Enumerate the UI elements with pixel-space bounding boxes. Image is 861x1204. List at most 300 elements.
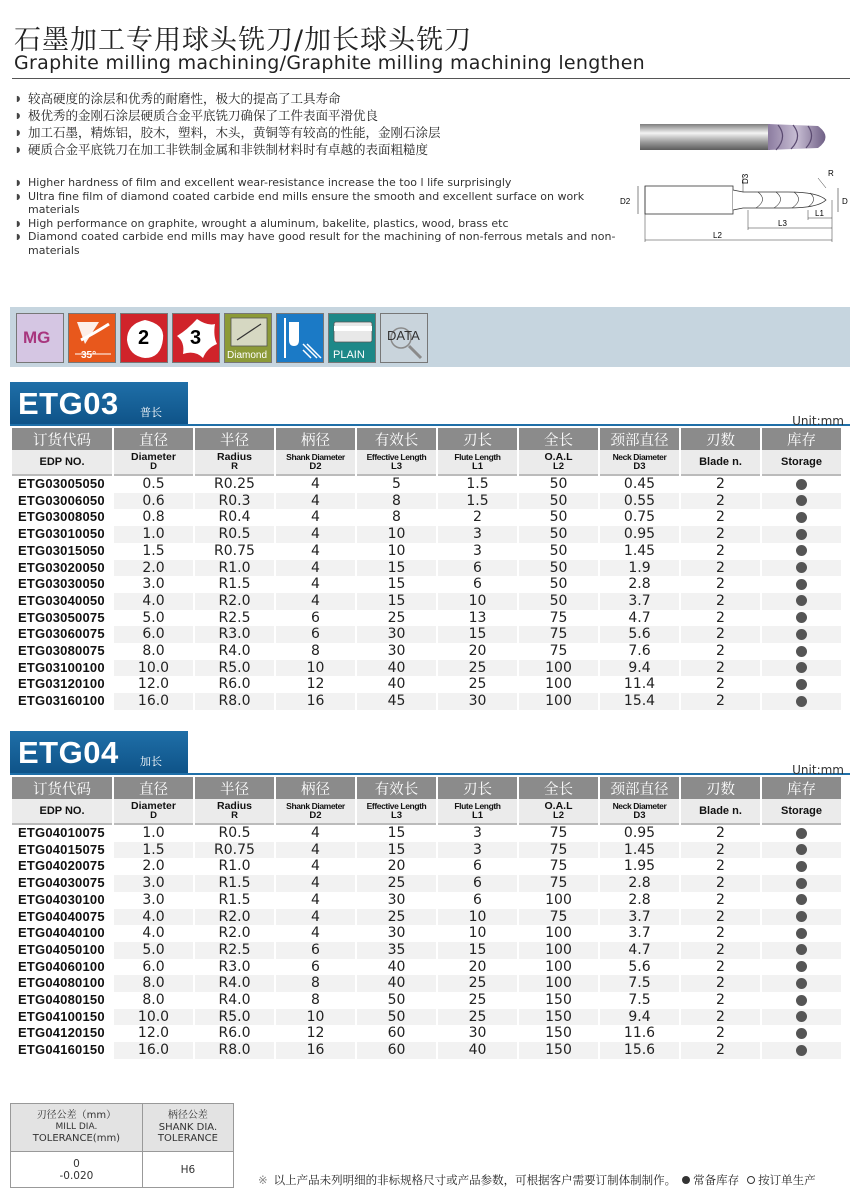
column-header-cn: 订货代码 bbox=[12, 777, 112, 799]
column-header-en bbox=[276, 450, 355, 476]
column-header-en-symbol: L3 bbox=[390, 461, 403, 472]
column-header-cn: 订货代码 bbox=[12, 428, 112, 450]
column-header-en-label: Shank Diameter bbox=[286, 452, 345, 462]
column-header-en bbox=[438, 799, 517, 825]
value-cell: R0.5 bbox=[195, 526, 274, 543]
column-header-en-symbol: L2 bbox=[552, 810, 565, 821]
value-cell: 40 bbox=[357, 975, 436, 992]
value-cell: 15.4 bbox=[600, 693, 679, 710]
value-cell: 0.55 bbox=[600, 493, 679, 510]
table-row bbox=[12, 909, 841, 926]
edp-cell: ETG04080100 bbox=[12, 975, 112, 992]
in-stock-dot-icon bbox=[796, 844, 807, 855]
table-row bbox=[12, 643, 841, 660]
features-list-cn bbox=[16, 90, 616, 158]
in-stock-dot-icon bbox=[796, 928, 807, 939]
value-cell: 25 bbox=[438, 975, 517, 992]
value-cell: 16 bbox=[276, 693, 355, 710]
storage-cell bbox=[762, 576, 841, 593]
value-cell: 30 bbox=[357, 626, 436, 643]
diamond-coating-icon: Diamond bbox=[224, 313, 272, 363]
column-header-en: EDP NO. bbox=[12, 450, 112, 476]
value-cell: 2 bbox=[681, 543, 760, 560]
column-header-en-symbol: D3 bbox=[633, 461, 646, 472]
value-cell: 3.0 bbox=[114, 576, 193, 593]
in-stock-dot-icon bbox=[796, 479, 807, 490]
column-header-cn: 半径 bbox=[195, 777, 274, 799]
value-cell: 50 bbox=[519, 493, 598, 510]
storage-cell bbox=[762, 526, 841, 543]
storage-cell bbox=[762, 610, 841, 627]
value-cell: 10 bbox=[357, 526, 436, 543]
column-header-en-label: Effective Length bbox=[366, 801, 427, 811]
column-header-en-label: Effective Length bbox=[366, 452, 427, 462]
value-cell: 12 bbox=[276, 676, 355, 693]
column-header-en-symbol: D bbox=[150, 810, 157, 821]
unit-label: Unit:mm bbox=[792, 414, 844, 428]
value-cell: 25 bbox=[438, 1009, 517, 1026]
value-cell: 15.6 bbox=[600, 1042, 679, 1059]
storage-cell bbox=[762, 1009, 841, 1026]
value-cell: R0.25 bbox=[195, 476, 274, 493]
value-cell: 4 bbox=[276, 476, 355, 493]
series-subtitle: 加长 bbox=[140, 755, 162, 768]
label-l1: L1 bbox=[815, 209, 824, 218]
value-cell: 7.6 bbox=[600, 643, 679, 660]
value-cell: 150 bbox=[519, 1025, 598, 1042]
value-cell: 4 bbox=[276, 593, 355, 610]
edp-cell: ETG04050100 bbox=[12, 942, 112, 959]
column-header-en-symbol: D2 bbox=[309, 810, 322, 821]
value-cell: 2 bbox=[681, 942, 760, 959]
value-cell: 0.75 bbox=[600, 509, 679, 526]
value-cell: 75 bbox=[519, 909, 598, 926]
label-l3: L3 bbox=[778, 219, 787, 228]
value-cell: 20 bbox=[357, 858, 436, 875]
value-cell: 8 bbox=[357, 493, 436, 510]
bullet-icon: ◗ bbox=[16, 218, 21, 228]
value-cell: 30 bbox=[357, 643, 436, 660]
column-header-en bbox=[114, 450, 193, 476]
edp-cell: ETG03050075 bbox=[12, 610, 112, 627]
value-cell: 2.0 bbox=[114, 858, 193, 875]
value-cell: R2.0 bbox=[195, 909, 274, 926]
label-l2: L2 bbox=[713, 231, 722, 240]
column-header-cn: 柄径 bbox=[276, 777, 355, 799]
column-header-cn: 有效长 bbox=[357, 428, 436, 450]
value-cell: 1.9 bbox=[600, 560, 679, 577]
plain-shank-icon: PLAIN bbox=[328, 313, 376, 363]
value-cell: 10.0 bbox=[114, 1009, 193, 1026]
value-cell: 4.7 bbox=[600, 942, 679, 959]
bullet-icon: ◗ bbox=[16, 145, 21, 154]
value-cell: 30 bbox=[357, 892, 436, 909]
column-header-en-label: Shank Diameter bbox=[286, 801, 345, 811]
order-legend-label: 按订单生产 bbox=[758, 1173, 816, 1187]
value-cell: 4 bbox=[276, 925, 355, 942]
value-cell: 16.0 bbox=[114, 693, 193, 710]
value-cell: 25 bbox=[357, 875, 436, 892]
value-cell: 10 bbox=[438, 909, 517, 926]
page-title-en: Graphite milling machining/Graphite milling machining lengthen bbox=[14, 52, 646, 74]
value-cell: 5.0 bbox=[114, 942, 193, 959]
value-cell: R4.0 bbox=[195, 643, 274, 660]
value-cell: 35 bbox=[357, 942, 436, 959]
storage-cell bbox=[762, 643, 841, 660]
value-cell: 60 bbox=[357, 1025, 436, 1042]
value-cell: 50 bbox=[357, 1009, 436, 1026]
shank-dia-tolerance-header: 柄径公差 SHANK DIA. TOLERANCE bbox=[142, 1104, 233, 1152]
edp-cell: ETG04030075 bbox=[12, 875, 112, 892]
table-row bbox=[12, 1042, 841, 1059]
storage-cell bbox=[762, 975, 841, 992]
value-cell: R1.5 bbox=[195, 875, 274, 892]
in-stock-dot-icon bbox=[796, 878, 807, 889]
value-cell: 75 bbox=[519, 875, 598, 892]
spec-table-etg03 bbox=[10, 428, 843, 710]
column-header-en-symbol: D2 bbox=[309, 461, 322, 472]
column-header-cn: 直径 bbox=[114, 777, 193, 799]
series-tab bbox=[10, 382, 188, 426]
column-header-en-symbol: L1 bbox=[471, 461, 484, 472]
storage-cell bbox=[762, 892, 841, 909]
value-cell: 10 bbox=[357, 543, 436, 560]
value-cell: 3.0 bbox=[114, 875, 193, 892]
value-cell: 3 bbox=[438, 526, 517, 543]
column-header-en-label: Diameter bbox=[131, 800, 176, 812]
value-cell: 2 bbox=[681, 526, 760, 543]
in-stock-dot-icon bbox=[796, 579, 807, 590]
edp-cell: ETG04060100 bbox=[12, 959, 112, 976]
in-stock-dot-icon bbox=[796, 978, 807, 989]
value-cell: 16.0 bbox=[114, 1042, 193, 1059]
in-stock-dot-icon bbox=[796, 595, 807, 606]
value-cell: 2 bbox=[681, 1042, 760, 1059]
value-cell: 100 bbox=[519, 925, 598, 942]
value-cell: 4 bbox=[276, 543, 355, 560]
table-row bbox=[12, 593, 841, 610]
value-cell: 50 bbox=[357, 992, 436, 1009]
value-cell: R8.0 bbox=[195, 693, 274, 710]
value-cell: 5 bbox=[357, 476, 436, 493]
value-cell: 50 bbox=[519, 576, 598, 593]
storage-cell bbox=[762, 1042, 841, 1059]
table-row bbox=[12, 1009, 841, 1026]
value-cell: 10 bbox=[276, 660, 355, 677]
value-cell: 25 bbox=[438, 660, 517, 677]
column-header-cn: 刃数 bbox=[681, 428, 760, 450]
value-cell: 150 bbox=[519, 992, 598, 1009]
edp-cell: ETG04040100 bbox=[12, 925, 112, 942]
value-cell: 12.0 bbox=[114, 1025, 193, 1042]
value-cell: 8.0 bbox=[114, 643, 193, 660]
table-row bbox=[12, 959, 841, 976]
value-cell: 25 bbox=[357, 909, 436, 926]
value-cell: 5.6 bbox=[600, 959, 679, 976]
value-cell: 25 bbox=[438, 676, 517, 693]
value-cell: 0.5 bbox=[114, 476, 193, 493]
value-cell: 40 bbox=[438, 1042, 517, 1059]
in-stock-dot-icon bbox=[796, 944, 807, 955]
value-cell: 3.7 bbox=[600, 925, 679, 942]
value-cell: 50 bbox=[519, 476, 598, 493]
value-cell: 4.7 bbox=[600, 610, 679, 627]
value-cell: 45 bbox=[357, 693, 436, 710]
order-ring-icon bbox=[747, 1176, 755, 1184]
storage-cell bbox=[762, 676, 841, 693]
value-cell: 50 bbox=[519, 509, 598, 526]
value-cell: 6 bbox=[276, 942, 355, 959]
value-cell: 30 bbox=[438, 693, 517, 710]
value-cell: R3.0 bbox=[195, 626, 274, 643]
column-header-cn: 刃数 bbox=[681, 777, 760, 799]
in-stock-dot-icon bbox=[796, 662, 807, 673]
storage-cell bbox=[762, 959, 841, 976]
value-cell: 7.5 bbox=[600, 975, 679, 992]
value-cell: 2.8 bbox=[600, 892, 679, 909]
value-cell: 100 bbox=[519, 693, 598, 710]
flute-photo bbox=[768, 124, 826, 150]
edp-cell: ETG04160150 bbox=[12, 1042, 112, 1059]
column-header-en bbox=[600, 450, 679, 476]
value-cell: 10 bbox=[438, 593, 517, 610]
column-header-en-label: O.A.L bbox=[544, 451, 573, 463]
in-stock-dot-icon bbox=[796, 562, 807, 573]
value-cell: 50 bbox=[519, 560, 598, 577]
table-row bbox=[12, 875, 841, 892]
three-flute-icon: 3 bbox=[172, 313, 220, 363]
value-cell: R5.0 bbox=[195, 1009, 274, 1026]
column-header-cn: 柄径 bbox=[276, 428, 355, 450]
column-header-en-label: Neck Diameter bbox=[612, 452, 667, 462]
value-cell: 6 bbox=[438, 858, 517, 875]
in-stock-dot-icon bbox=[796, 529, 807, 540]
value-cell: 1.0 bbox=[114, 825, 193, 842]
in-stock-dot-icon bbox=[796, 696, 807, 707]
storage-cell bbox=[762, 626, 841, 643]
storage-cell bbox=[762, 992, 841, 1009]
table-row bbox=[12, 660, 841, 677]
value-cell: 4 bbox=[276, 509, 355, 526]
edp-cell: ETG04015075 bbox=[12, 842, 112, 859]
in-stock-dot-icon bbox=[796, 1028, 807, 1039]
series-tab bbox=[10, 731, 188, 775]
value-cell: 50 bbox=[519, 593, 598, 610]
value-cell: 5.6 bbox=[600, 626, 679, 643]
value-cell: 4 bbox=[276, 858, 355, 875]
value-cell: 75 bbox=[519, 610, 598, 627]
value-cell: 15 bbox=[438, 626, 517, 643]
in-stock-dot-icon bbox=[796, 629, 807, 640]
value-cell: 6 bbox=[438, 576, 517, 593]
page-title-cn: 石墨加工专用球头铣刀/加长球头铣刀 bbox=[14, 25, 473, 56]
feature-item: ◗ High performance on graphite, wrought a aluminum, bakelite, plastics, wood, brass etc bbox=[16, 216, 509, 230]
value-cell: 12 bbox=[276, 1025, 355, 1042]
note-mark-icon: ※ bbox=[258, 1173, 268, 1187]
value-cell: 3 bbox=[438, 543, 517, 560]
table-row bbox=[12, 992, 841, 1009]
column-header-cn: 刃长 bbox=[438, 777, 517, 799]
edp-cell: ETG03100100 bbox=[12, 660, 112, 677]
table-row bbox=[12, 576, 841, 593]
series-code: ETG04 bbox=[18, 735, 119, 770]
feature-item: ◗ Diamond coated carbide end mills may have good result for the machining of non-ferrous metals and non-materials bbox=[16, 230, 616, 257]
label-d: D bbox=[842, 197, 848, 206]
table-row bbox=[12, 975, 841, 992]
value-cell: 2.8 bbox=[600, 875, 679, 892]
edp-cell: ETG04100150 bbox=[12, 1009, 112, 1026]
in-stock-dot-icon bbox=[796, 894, 807, 905]
column-header-cn: 直径 bbox=[114, 428, 193, 450]
column-header-en-label: Radius bbox=[216, 800, 252, 812]
table-row bbox=[12, 560, 841, 577]
value-cell: 75 bbox=[519, 842, 598, 859]
feature-icon-bar bbox=[10, 307, 850, 367]
in-stock-dot-icon bbox=[796, 1045, 807, 1056]
value-cell: 50 bbox=[519, 526, 598, 543]
unit-label: Unit:mm bbox=[792, 763, 844, 777]
value-cell: 3.0 bbox=[114, 892, 193, 909]
value-cell: 50 bbox=[519, 543, 598, 560]
column-header-en-symbol: R bbox=[231, 461, 238, 472]
column-header-cn: 颈部直径 bbox=[600, 428, 679, 450]
column-header-cn: 全长 bbox=[519, 777, 598, 799]
value-cell: 4 bbox=[276, 526, 355, 543]
storage-cell bbox=[762, 543, 841, 560]
value-cell: 2 bbox=[681, 1009, 760, 1026]
value-cell: 13 bbox=[438, 610, 517, 627]
value-cell: 3.7 bbox=[600, 909, 679, 926]
bullet-icon: ◗ bbox=[16, 178, 21, 187]
feature-item: ◗ 极优秀的金刚石涂层硬质合金平底铣刀确保了工件表面平滑优良 bbox=[16, 108, 379, 123]
value-cell: 100 bbox=[519, 660, 598, 677]
value-cell: 4 bbox=[276, 576, 355, 593]
in-stock-dot-icon bbox=[796, 512, 807, 523]
value-cell: 8 bbox=[357, 509, 436, 526]
value-cell: 2 bbox=[681, 959, 760, 976]
value-cell: 2 bbox=[681, 560, 760, 577]
value-cell: 15 bbox=[357, 842, 436, 859]
value-cell: 2 bbox=[681, 992, 760, 1009]
value-cell: R4.0 bbox=[195, 975, 274, 992]
table-row bbox=[12, 1025, 841, 1042]
edp-cell: ETG04020075 bbox=[12, 858, 112, 875]
value-cell: 2 bbox=[681, 1025, 760, 1042]
value-cell: 0.95 bbox=[600, 526, 679, 543]
value-cell: 2 bbox=[681, 676, 760, 693]
column-header-en: Blade n. bbox=[681, 450, 760, 476]
value-cell: 2 bbox=[681, 842, 760, 859]
edp-cell: ETG04080150 bbox=[12, 992, 112, 1009]
edp-cell: ETG03006050 bbox=[12, 493, 112, 510]
column-header-en-symbol: D3 bbox=[633, 810, 646, 821]
table-row bbox=[12, 825, 841, 842]
value-cell: 40 bbox=[357, 660, 436, 677]
value-cell: 6 bbox=[438, 875, 517, 892]
column-header-en bbox=[357, 450, 436, 476]
value-cell: 2 bbox=[681, 610, 760, 627]
value-cell: 1.45 bbox=[600, 543, 679, 560]
storage-cell bbox=[762, 942, 841, 959]
table-row bbox=[12, 842, 841, 859]
stock-dot-icon bbox=[682, 1176, 690, 1184]
column-header-en bbox=[357, 799, 436, 825]
value-cell: 30 bbox=[357, 925, 436, 942]
value-cell: R4.0 bbox=[195, 992, 274, 1009]
value-cell: 2 bbox=[681, 693, 760, 710]
column-header-en bbox=[600, 799, 679, 825]
table-body bbox=[12, 476, 841, 710]
value-cell: 12.0 bbox=[114, 676, 193, 693]
value-cell: 4 bbox=[276, 560, 355, 577]
value-cell: 75 bbox=[519, 825, 598, 842]
value-cell: 6 bbox=[276, 626, 355, 643]
value-cell: R2.5 bbox=[195, 610, 274, 627]
bullet-icon: ◗ bbox=[16, 232, 21, 241]
value-cell: 4 bbox=[276, 842, 355, 859]
value-cell: 2 bbox=[681, 476, 760, 493]
ball-end-mill-drawing bbox=[618, 118, 854, 250]
in-stock-dot-icon bbox=[796, 545, 807, 556]
label-d2: D2 bbox=[620, 197, 631, 206]
header-row-en bbox=[12, 799, 841, 825]
series-subtitle: 普长 bbox=[140, 406, 162, 419]
edp-cell: ETG03060075 bbox=[12, 626, 112, 643]
value-cell: R1.0 bbox=[195, 560, 274, 577]
value-cell: 40 bbox=[357, 959, 436, 976]
header-row-cn bbox=[12, 777, 841, 799]
value-cell: 8 bbox=[276, 992, 355, 1009]
in-stock-dot-icon bbox=[796, 828, 807, 839]
table-row bbox=[12, 892, 841, 909]
column-header-en bbox=[195, 450, 274, 476]
value-cell: 0.8 bbox=[114, 509, 193, 526]
value-cell: R0.75 bbox=[195, 842, 274, 859]
helix-angle-icon: 35° bbox=[68, 313, 116, 363]
value-cell: 1.0 bbox=[114, 526, 193, 543]
edp-cell: ETG03160100 bbox=[12, 693, 112, 710]
edp-cell: ETG03120100 bbox=[12, 676, 112, 693]
storage-cell bbox=[762, 509, 841, 526]
value-cell: 8 bbox=[276, 975, 355, 992]
value-cell: 4 bbox=[276, 825, 355, 842]
value-cell: 40 bbox=[357, 676, 436, 693]
value-cell: 1.95 bbox=[600, 858, 679, 875]
table-row bbox=[12, 942, 841, 959]
value-cell: 3 bbox=[438, 825, 517, 842]
features-list-en bbox=[16, 176, 616, 257]
value-cell: 6.0 bbox=[114, 959, 193, 976]
data-icon: DATA bbox=[380, 313, 428, 363]
column-header-en bbox=[114, 799, 193, 825]
column-header-en bbox=[438, 450, 517, 476]
mg-icon: MG bbox=[16, 313, 64, 363]
column-header-cn: 颈部直径 bbox=[600, 777, 679, 799]
edp-cell: ETG03030050 bbox=[12, 576, 112, 593]
edp-cell: ETG03005050 bbox=[12, 476, 112, 493]
value-cell: 1.5 bbox=[114, 842, 193, 859]
value-cell: 2 bbox=[681, 892, 760, 909]
header-row-cn bbox=[12, 428, 841, 450]
value-cell: 10.0 bbox=[114, 660, 193, 677]
value-cell: 6 bbox=[276, 959, 355, 976]
storage-cell bbox=[762, 825, 841, 842]
mill-dia-tolerance-header: 刃径公差（mm） MILL DIA. TOLERANCE(mm) bbox=[11, 1104, 143, 1152]
value-cell: R1.5 bbox=[195, 576, 274, 593]
value-cell: 100 bbox=[519, 892, 598, 909]
edp-cell: ETG03015050 bbox=[12, 543, 112, 560]
value-cell: R6.0 bbox=[195, 676, 274, 693]
